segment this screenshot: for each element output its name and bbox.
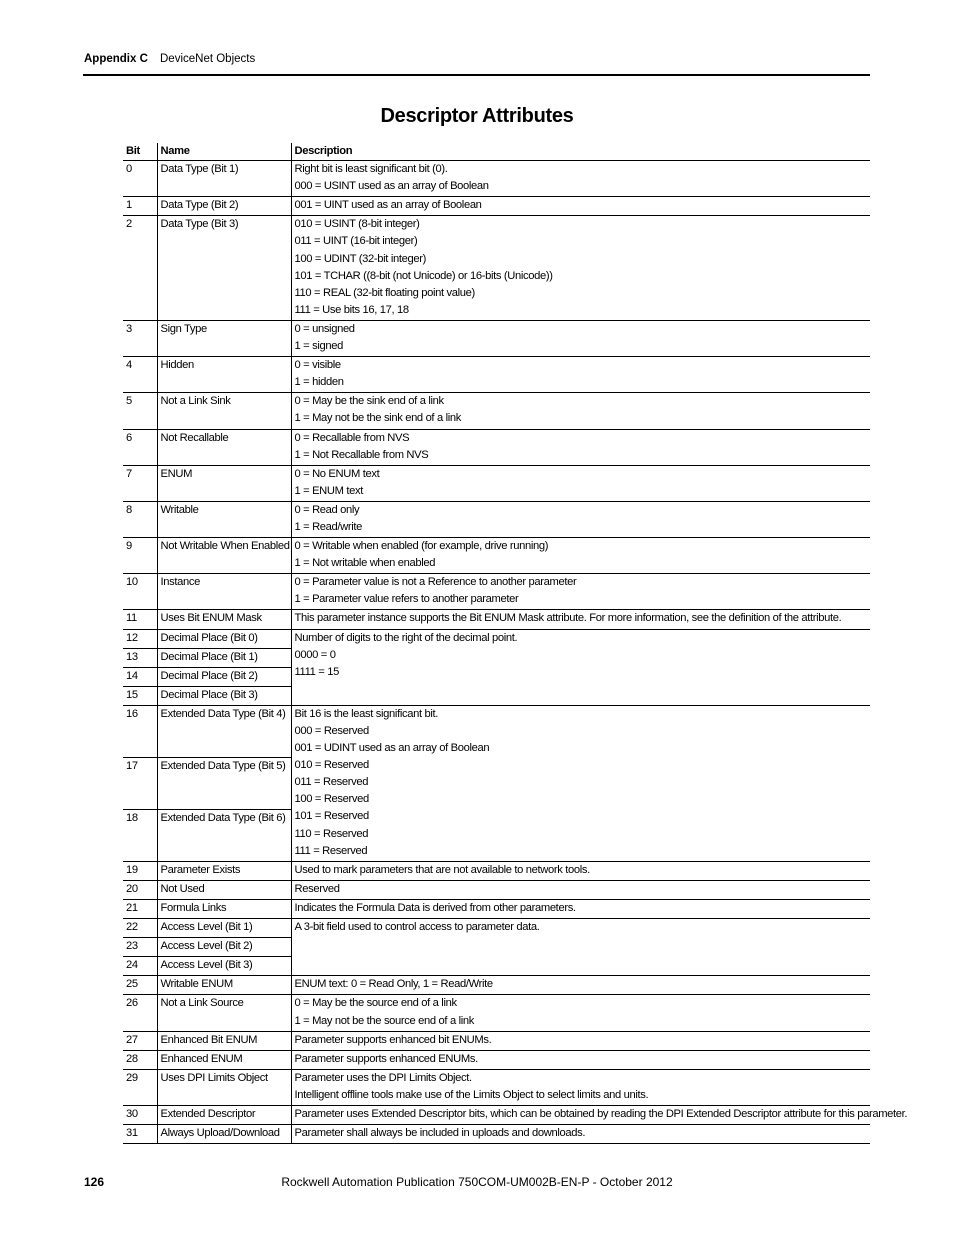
- table-row: [123, 429, 870, 465]
- name-cell: Not Recallable: [157, 429, 291, 465]
- description-line: 1 = Not writable when enabled: [294, 557, 436, 570]
- name-cell: Enhanced Bit ENUM: [157, 1031, 291, 1050]
- name-cell: Parameter Exists: [157, 861, 291, 880]
- bit-cell: 29: [123, 1069, 157, 1105]
- name-cell: Not Writable When Enabled: [157, 538, 291, 574]
- description-cell: [291, 465, 870, 501]
- descriptor-attributes-table: [123, 143, 908, 1144]
- bit-cell: 14: [123, 667, 157, 686]
- description-cell: [291, 1125, 870, 1144]
- table-row: [123, 393, 870, 429]
- description-line: 0 = Read only: [294, 503, 360, 516]
- table-row: [123, 899, 870, 918]
- bit-cell: 30: [123, 1105, 157, 1124]
- appendix-label: Appendix C: [84, 53, 148, 65]
- table-body: [123, 161, 908, 1144]
- table-row: [123, 1031, 870, 1050]
- description-line: 1 = May not be the sink end of a link: [294, 412, 461, 425]
- bit-cell: 15: [123, 686, 157, 705]
- description-cell: [291, 1031, 870, 1050]
- name-cell: Sign Type: [157, 320, 291, 356]
- table-row: [123, 629, 870, 648]
- name-cell: Writable ENUM: [157, 976, 291, 995]
- description-line: 101 = TCHAR ((8-bit (not Unicode) or 16-bits (Unicode)): [294, 269, 553, 282]
- description-cell: [291, 1050, 870, 1069]
- name-cell: Access Level (Bit 1): [157, 919, 291, 938]
- description-line: Parameter supports enhanced ENUMs.: [294, 1052, 478, 1065]
- description-line: 1 = Not Recallable from NVS: [294, 448, 429, 461]
- description-line: 000 = Reserved: [294, 725, 369, 737]
- description-line: 000 = USINT used as an array of Boolean: [294, 180, 489, 193]
- name-cell: Not a Link Sink: [157, 393, 291, 429]
- description-line: 0 = No ENUM text: [294, 467, 380, 480]
- bit-cell: 21: [123, 899, 157, 918]
- bit-cell: 4: [123, 357, 157, 393]
- table-row: [123, 610, 870, 629]
- description-cell: [291, 705, 870, 861]
- table-row: [123, 1069, 870, 1105]
- bit-cell: 6: [123, 429, 157, 465]
- name-cell: Always Upload/Download: [157, 1125, 291, 1144]
- description-cell: [291, 393, 870, 429]
- description-line: 1 = Parameter value refers to another parameter: [294, 593, 519, 606]
- name-cell: Uses Bit ENUM Mask: [157, 610, 291, 629]
- description-cell: [291, 1105, 908, 1124]
- column-header-bit: Bit: [123, 143, 157, 161]
- description-line: 0 = unsigned: [294, 322, 355, 335]
- description-cell: [291, 1069, 870, 1105]
- description-line: Indicates the Formula Data is derived from other parameters.: [294, 901, 576, 914]
- table-row: [123, 465, 870, 501]
- name-cell: Decimal Place (Bit 2): [157, 667, 291, 686]
- description-line: 011 = Reserved: [294, 776, 369, 789]
- table-row: [123, 880, 870, 899]
- bit-cell: 10: [123, 574, 157, 610]
- table-row: [123, 161, 870, 197]
- description-line: 010 = USINT (8-bit integer): [294, 218, 420, 231]
- description-line: This parameter instance supports the Bit ENUM Mask attribute. For more information, see the definition of the attribute.: [294, 612, 842, 625]
- table-row: [123, 1050, 870, 1069]
- name-cell: Enhanced ENUM: [157, 1050, 291, 1069]
- bit-cell: 26: [123, 995, 157, 1031]
- table-row: [123, 861, 870, 880]
- description-line: Bit 16 is the least significant bit.: [294, 707, 438, 720]
- description-line: Parameter uses the DPI Limits Object.: [294, 1071, 472, 1084]
- description-cell: [291, 976, 870, 995]
- description-cell: [291, 538, 870, 574]
- description-cell: [291, 610, 870, 629]
- bit-cell: 18: [123, 809, 157, 861]
- bit-cell: 1: [123, 197, 157, 216]
- name-cell: Hidden: [157, 357, 291, 393]
- name-cell: Not a Link Source: [157, 995, 291, 1031]
- page-number: 126: [84, 1175, 105, 1189]
- description-line: 010 = Reserved: [294, 759, 369, 772]
- name-cell: Extended Descriptor: [157, 1105, 291, 1124]
- description-cell: [291, 216, 870, 321]
- description-line: 0 = Recallable from NVS: [294, 431, 410, 444]
- name-cell: Uses DPI Limits Object: [157, 1069, 291, 1105]
- name-cell: Decimal Place (Bit 1): [157, 648, 291, 667]
- description-cell: [291, 574, 870, 610]
- page-title: Descriptor Attributes: [380, 105, 574, 127]
- description-line: 100 = Reserved: [294, 793, 369, 806]
- description-cell: [291, 357, 870, 393]
- bit-cell: 22: [123, 919, 157, 938]
- bit-cell: 2: [123, 216, 157, 321]
- column-header-name: Name: [157, 143, 291, 161]
- bit-cell: 12: [123, 629, 157, 648]
- description-cell: [291, 880, 870, 899]
- name-cell: Data Type (Bit 2): [157, 197, 291, 216]
- bit-cell: 27: [123, 1031, 157, 1050]
- description-line: 0 = Writable when enabled (for example, drive running): [294, 540, 549, 553]
- table-row: [123, 976, 870, 995]
- table-row: [123, 538, 870, 574]
- description-cell: [291, 320, 870, 356]
- bit-cell: 28: [123, 1050, 157, 1069]
- description-line: 1 = Read/write: [294, 520, 363, 533]
- description-line: Reserved: [294, 882, 340, 895]
- table-row: [123, 1105, 870, 1124]
- table-row: [123, 919, 870, 938]
- bit-cell: 17: [123, 757, 157, 809]
- bit-cell: 20: [123, 880, 157, 899]
- name-cell: Extended Data Type (Bit 4): [157, 705, 291, 757]
- description-line: 110 = Reserved: [294, 827, 369, 840]
- bit-cell: 5: [123, 393, 157, 429]
- description-line: 0 = visible: [294, 359, 341, 372]
- description-line: 0 = Parameter value is not a Reference to another parameter: [294, 576, 577, 589]
- description-line: 110 = REAL (32-bit floating point value): [294, 286, 475, 299]
- description-cell: [291, 995, 870, 1031]
- table-row: [123, 320, 870, 356]
- description-line: 1 = ENUM text: [294, 484, 364, 497]
- description-line: Number of digits to the right of the decimal point.: [294, 631, 518, 644]
- description-line: 001 = UDINT used as an array of Boolean: [294, 742, 490, 755]
- table-row: [123, 197, 870, 216]
- description-line: 1 = signed: [294, 340, 343, 353]
- name-cell: Extended Data Type (Bit 5): [157, 757, 291, 809]
- bit-cell: 9: [123, 538, 157, 574]
- bit-cell: 16: [123, 705, 157, 757]
- description-line: Right bit is least significant bit (0).: [294, 163, 448, 176]
- bit-cell: 8: [123, 501, 157, 537]
- table-row: [123, 357, 870, 393]
- name-cell: Instance: [157, 574, 291, 610]
- description-line: 111 = Reserved: [294, 844, 368, 857]
- table-row: [123, 574, 870, 610]
- description-line: 0 = May be the sink end of a link: [294, 395, 444, 408]
- name-cell: Data Type (Bit 1): [157, 161, 291, 197]
- description-line: Parameter supports enhanced bit ENUMs.: [294, 1033, 492, 1046]
- bit-cell: 0: [123, 161, 157, 197]
- table-row: [123, 995, 870, 1031]
- name-cell: Extended Data Type (Bit 6): [157, 809, 291, 861]
- description-cell: [291, 919, 870, 976]
- table-row: [123, 705, 870, 757]
- table-row: [123, 501, 870, 537]
- table-row: [123, 1125, 870, 1144]
- description-cell: [291, 429, 870, 465]
- description-line: 1 = May not be the source end of a link: [294, 1014, 474, 1027]
- description-line: 0 = May be the source end of a link: [294, 997, 457, 1010]
- section-label: DeviceNet Objects: [160, 53, 256, 65]
- description-line: 111 = Use bits 16, 17, 18: [294, 303, 409, 316]
- bit-cell: 11: [123, 610, 157, 629]
- name-cell: Decimal Place (Bit 0): [157, 629, 291, 648]
- bit-cell: 25: [123, 976, 157, 995]
- bit-cell: 24: [123, 957, 157, 976]
- name-cell: Not Used: [157, 880, 291, 899]
- description-cell: [291, 899, 870, 918]
- bit-cell: 7: [123, 465, 157, 501]
- description-line: 001 = UINT used as an array of Boolean: [294, 199, 482, 212]
- table-row: [123, 216, 870, 321]
- bit-cell: 13: [123, 648, 157, 667]
- description-line: 011 = UINT (16-bit integer): [294, 235, 418, 248]
- name-cell: Access Level (Bit 3): [157, 957, 291, 976]
- name-cell: Access Level (Bit 2): [157, 938, 291, 957]
- description-line: 1111 = 15: [294, 665, 339, 678]
- table-header-row: [123, 143, 870, 161]
- name-cell: ENUM: [157, 465, 291, 501]
- name-cell: Data Type (Bit 3): [157, 216, 291, 321]
- column-header-description: Description: [291, 143, 870, 161]
- description-line: 100 = UDINT (32-bit integer): [294, 252, 426, 265]
- name-cell: Writable: [157, 501, 291, 537]
- description-cell: [291, 629, 870, 705]
- description-line: Intelligent offline tools make use of the Limits Object to select limits and units.: [294, 1088, 649, 1101]
- description-line: 101 = Reserved: [294, 810, 369, 823]
- description-line: Used to mark parameters that are not available to network tools.: [294, 863, 590, 876]
- bit-cell: 3: [123, 320, 157, 356]
- description-line: ENUM text: 0 = Read Only, 1 = Read/Write: [294, 978, 493, 991]
- bit-cell: 19: [123, 861, 157, 880]
- bit-cell: 23: [123, 938, 157, 957]
- description-line: 1 = hidden: [294, 376, 344, 389]
- description-line: A 3-bit field used to control access to parameter data.: [294, 921, 540, 934]
- bit-cell: 31: [123, 1125, 157, 1144]
- header-rule: [83, 74, 870, 76]
- description-line: Parameter shall always be included in uploads and downloads.: [294, 1127, 586, 1140]
- description-cell: [291, 197, 870, 216]
- description-line: Parameter uses Extended Descriptor bits, which can be obtained by reading the DPI Extended Descriptor attribute for this parameter.: [294, 1107, 908, 1120]
- description-cell: [291, 861, 870, 880]
- name-cell: Formula Links: [157, 899, 291, 918]
- name-cell: Decimal Place (Bit 3): [157, 686, 291, 705]
- description-cell: [291, 501, 870, 537]
- description-line: 0000 = 0: [294, 648, 336, 661]
- publication-info: Rockwell Automation Publication 750COM-UM002B-EN-P - October 2012: [281, 1175, 673, 1189]
- running-header: [84, 53, 255, 65]
- description-cell: [291, 161, 870, 197]
